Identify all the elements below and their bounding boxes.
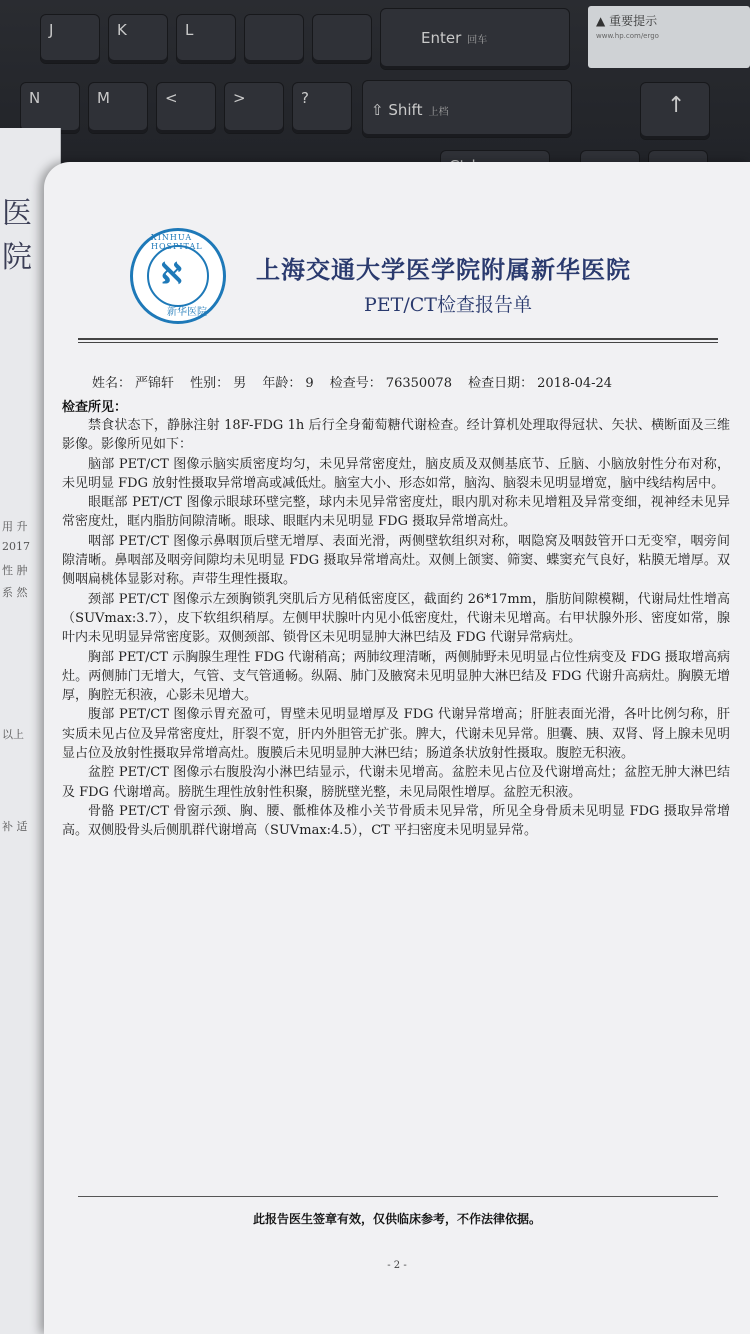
warning-sticker: [588, 6, 750, 68]
key-label: J: [49, 21, 54, 39]
findings-paragraph: 腹部 PET/CT 图像示胃充盈可，胃壁未见明显增厚及 FDG 代谢异常增高；肝脏表面光滑，各叶比例匀称，肝实质未见占位及异常密度灶，肝裂不宽，肝内外胆管无扩张。脾大，代谢未见异常。胆囊、胰、双肾、肾上腺未见明显占位及放射性摄取异常增高灶。腹膜后未见明显肿大淋巴结；肠道条状放射性摄取。腹腔无积液。: [62, 707, 730, 762]
disclaimer: 此报告医生签章有效，仅供临床参考，不作法律依据。: [252, 1212, 541, 1226]
name-label: 姓名：: [92, 376, 132, 391]
sex-label: 性别：: [190, 376, 230, 391]
key-sublabel: 上档: [428, 107, 449, 118]
exam-number-label: 检查号：: [329, 376, 382, 391]
key-label: ?: [301, 89, 309, 107]
keyboard-key-question: [292, 82, 352, 134]
exam-date-label: 检查日期：: [468, 376, 534, 391]
patient-sex: 男: [233, 376, 247, 391]
arrow-up-icon: ↑: [667, 93, 686, 118]
keyboard-key-m: [88, 82, 148, 134]
logo-emblem-icon: ℵ: [161, 257, 182, 290]
key-sublabel: 回车: [467, 35, 488, 46]
logo-text: XINHUA HOSPITAL: [151, 233, 203, 251]
header-divider: [78, 338, 718, 340]
keyboard-key-j: [40, 14, 100, 64]
previous-page-title: 医院: [2, 196, 32, 275]
report-page: [44, 162, 750, 1334]
page-number: - 2 -: [387, 1260, 407, 1271]
sticker-title: 重要提示: [609, 14, 658, 28]
hospital-logo: [130, 228, 226, 324]
age-label: 年龄：: [262, 376, 302, 391]
hospital-name: 上海交通大学医学院附属新华医院: [256, 255, 631, 284]
keyboard-key-shift: [362, 80, 572, 138]
key-label: Shift: [388, 101, 423, 119]
header-divider: [78, 342, 718, 343]
findings-paragraph: 胸部 PET/CT 示胸腺生理性 FDG 代谢稍高；两肺纹理清晰，两侧肺野未见明显占位性病变及 FDG 摄取增高病灶。两侧肺门无增大，气管、支气管通畅。纵隔、肺门及腋窝未见明显肿大淋巴结及 FDG 代谢升高病灶。胸膜无增厚，胸腔无积液，心影未见增大。: [62, 649, 730, 704]
key-label: K: [117, 21, 127, 39]
previous-page-fragment: 系 然: [2, 586, 28, 599]
keyboard-key-blank: [312, 14, 372, 64]
keyboard-key-gt: [224, 82, 284, 134]
findings-heading: 检查所见：: [62, 400, 128, 415]
keyboard-key-l: [176, 14, 236, 64]
exam-date: 2018-04-24: [537, 376, 613, 391]
warning-icon: ▲: [596, 14, 606, 28]
previous-page-fragment: 以上: [2, 728, 24, 741]
patient-age: 9: [305, 376, 314, 391]
previous-page-fragment: 性 肿: [2, 564, 28, 577]
patient-name: 严锦轩: [135, 376, 175, 391]
key-label: N: [29, 89, 41, 107]
keyboard-key-lt: [156, 82, 216, 134]
key-label: Enter: [421, 29, 462, 47]
exam-number: 76350078: [385, 376, 452, 391]
previous-page-fragment: 用 升: [2, 520, 28, 533]
findings-paragraph: 颈部 PET/CT 图像示左颈胸锁乳突肌后方见稍低密度区，截面约 26*17mm，脂肪间隙模糊，代谢局灶性增高（SUVmax:3.7），皮下软组织稍厚。左侧甲状腺叶内见小低密度灶，代谢未见增高。右甲状腺外形、密度如常，腺叶内未见明显异常密度影。双侧颈部、锁骨区未见明显肿大淋巴结及 FDG 代谢异常病灶。: [62, 591, 730, 646]
key-label: M: [97, 89, 110, 107]
keyboard-key-blank: [244, 14, 304, 64]
footer-divider: [78, 1196, 718, 1197]
findings-paragraph: 眼眶部 PET/CT 图像示眼球环壁完整，球内未见异常密度灶，眼内肌对称未见增粗及异常变细，视神经未见异常密度灶，眶内脂肪间隙清晰。眼球、眼眶内未见明显 FDG 摄取异常增高灶。: [62, 495, 730, 530]
keyboard-key-n: [20, 82, 80, 134]
key-label: >: [233, 89, 246, 107]
findings-paragraph: 咽部 PET/CT 图像示鼻咽顶后壁无增厚、表面光滑，两侧壁软组织对称，咽隐窝及咽鼓管开口无变窄，咽旁间隙清晰。鼻咽部及咽旁间隙均未见明显 FDG 摄取异常增高灶。双侧上颌窦、筛窦、蝶窦充气良好，粘膜无增厚。双侧咽扁桃体显影对称。声带生理性摄取。: [62, 533, 730, 588]
findings-body: [62, 416, 730, 841]
report-title: PET/CT检查报告单: [364, 294, 532, 316]
findings-paragraph: 骨骼 PET/CT 骨窗示颈、胸、腰、骶椎体及椎小关节骨质未见异常，所见全身骨质未见明显 FDG 摄取异常增高。双侧股骨头后侧肌群代谢增高（SUVmax:4.5），CT 平扫密度未见明显异常。: [62, 803, 730, 839]
findings-paragraph: 禁食状态下，静脉注射 18F-FDG 1h 后行全身葡萄糖代谢检查。经计算机处理取得冠状、矢状、横断面及三维影像。影像所见如下：: [62, 418, 730, 453]
previous-page-fragment: 2017: [2, 540, 30, 553]
previous-page-fragment: 补 适: [2, 820, 28, 833]
sticker-note: www.hp.com/ergo: [596, 32, 659, 40]
keyboard-key-k: [108, 14, 168, 64]
logo-text: 新华医院: [167, 307, 207, 318]
key-label: L: [185, 21, 194, 39]
findings-paragraph: 脑部 PET/CT 图像示脑实质密度均匀，未见异常密度灶，脑皮质及双侧基底节、丘脑、小脑放射性分布对称，未见明显 FDG 放射性摄取异常增高或减低灶。脑室大小、形态如常，脑沟、脑裂未见明显增宽，脑中线结构居中。: [62, 456, 730, 491]
arrow-up-icon: ⇧: [371, 101, 384, 119]
keyboard-key-up: [640, 82, 710, 140]
keyboard-key-enter: [380, 8, 570, 70]
key-label: <: [165, 89, 178, 107]
findings-paragraph: 盆腔 PET/CT 图像示右腹股沟小淋巴结显示，代谢未见增高。盆腔未见占位及代谢增高灶；盆腔无肿大淋巴结及 FDG 代谢增高。膀胱生理性放射性积聚，膀胱壁光整，未见局限性增厚。盆腔无积液。: [62, 765, 730, 800]
patient-info: [92, 372, 616, 391]
